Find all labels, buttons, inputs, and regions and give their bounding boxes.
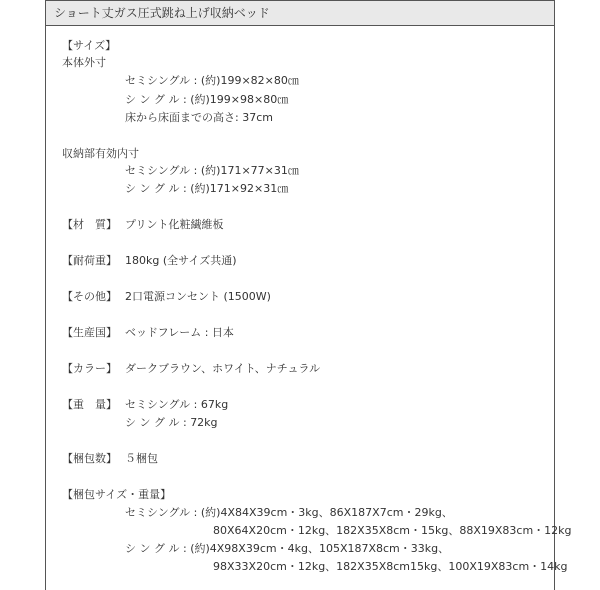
package-sizes-heading: 【梱包サイズ・重量】	[62, 488, 172, 501]
weight-single: シ ン グ ル : 72kg	[125, 416, 218, 429]
other-label: 【その他】	[62, 290, 117, 303]
package-semi-single-line2: 80X64X20cm・12kg、182X35X8cm・15kg、88X19X83cm・12kg	[213, 524, 572, 537]
body-dimensions-label: 本体外寸	[62, 56, 106, 69]
origin-value: ベッドフレーム : 日本	[125, 326, 234, 339]
body-dimensions-single: シ ン グ ル : (約)199×98×80㎝	[125, 93, 289, 106]
material-value: プリント化粧繊維板	[125, 218, 224, 231]
package-single-line2: 98X33X20cm・12kg、182X35X8cm15kg、100X19X83cm・14kg	[213, 560, 568, 573]
packages-label: 【梱包数】	[62, 452, 117, 465]
other-value: 2口電源コンセント (1500W)	[125, 290, 271, 303]
packages-value: ５梱包	[125, 452, 158, 465]
load-capacity-value: 180kg (全サイズ共通)	[125, 254, 237, 267]
color-label: 【カラー】	[62, 362, 117, 375]
origin-label: 【生産国】	[62, 326, 117, 339]
floor-height: 床から床面までの高さ: 37cm	[125, 111, 273, 124]
color-value: ダークブラウン、ホワイト、ナチュラル	[125, 362, 321, 375]
load-capacity-label: 【耐荷重】	[62, 254, 117, 267]
weight-semi-single: セミシングル : 67kg	[125, 398, 229, 411]
package-semi-single-line1: セミシングル : (約)4X84X39cm・3kg、86X187X7cm・29kg、	[125, 506, 453, 519]
storage-dimensions-semi-single: セミシングル : (約)171×77×31㎝	[125, 164, 299, 177]
package-single-line1: シ ン グ ル : (約)4X98X39cm・4kg、105X187X8cm・33kg、	[125, 542, 450, 555]
spec-title-bar: ショート丈ガス圧式跳ね上げ収納ベッド	[45, 0, 555, 26]
storage-dimensions-label: 収納部有効内寸	[62, 147, 139, 160]
body-dimensions-semi-single: セミシングル : (約)199×82×80㎝	[125, 74, 299, 87]
weight-label: 【重 量】	[62, 398, 117, 411]
size-heading: 【サイズ】	[62, 39, 117, 52]
material-label: 【材 質】	[62, 218, 117, 231]
storage-dimensions-single: シ ン グ ル : (約)171×92×31㎝	[125, 182, 289, 195]
